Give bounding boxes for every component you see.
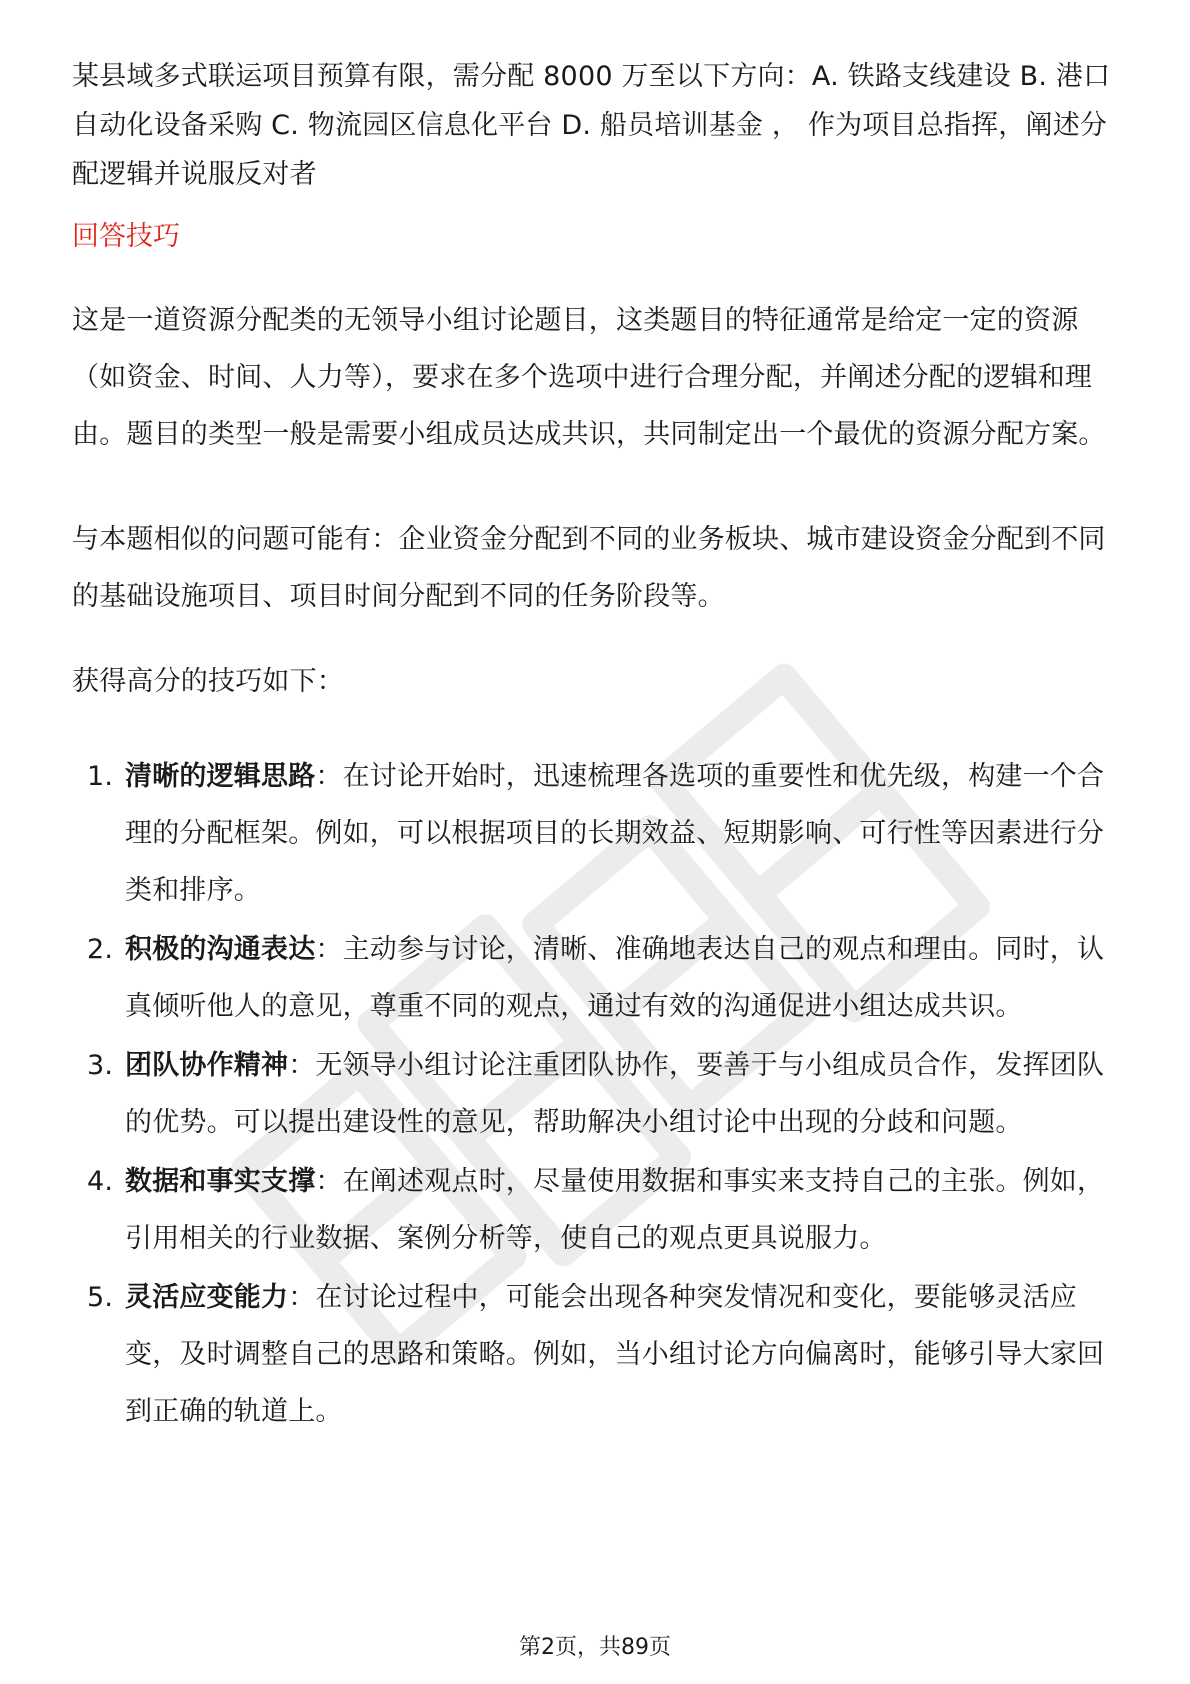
list-item	[72, 1269, 1122, 1440]
tips-intro: 获得高分的技巧如下：	[72, 666, 344, 697]
tips-list	[72, 748, 1122, 1440]
list-number: 4.	[87, 1166, 114, 1197]
list-number: 1.	[87, 761, 114, 792]
similar-questions-paragraph: 与本题相似的问题可能有：企业资金分配到不同的业务板块、城市建设资金分配到不同的基础设施项目、项目时间分配到不同的任务阶段等。	[72, 524, 1106, 612]
intro-paragraph: 这是一道资源分配类的无领导小组讨论题目，这类题目的特征通常是给定一定的资源（如资金、时间、人力等），要求在多个选项中进行合理分配，并阐述分配的逻辑和理由。题目的类型一般是需要小组成员达成共识，共同制定出一个最优的资源分配方案。	[72, 305, 1106, 450]
tip-term: 数据和事实支撑	[125, 1166, 316, 1197]
tip-text: ：在讨论开始时，迅速梳理各选项的重要性和优先级，构建一个合理的分配框架。例如，可以根据项目的长期效益、短期影响、可行性等因素进行分类和排序。	[125, 761, 1105, 906]
tip-term: 灵活应变能力	[125, 1282, 289, 1313]
tip-text: ：在阐述观点时，尽量使用数据和事实来支持自己的主张。例如，引用相关的行业数据、案例分析等，使自己的观点更具说服力。	[125, 1166, 1105, 1254]
tip-text: ：在讨论过程中，可能会出现各种突发情况和变化，要能够灵活应变，及时调整自己的思路和策略。例如，当小组讨论方向偏离时，能够引导大家回到正确的轨道上。	[125, 1282, 1105, 1427]
list-item	[72, 1153, 1122, 1267]
list-item	[72, 1037, 1122, 1151]
question-text: 某县域多式联运项目预算有限，需分配 8000 万至以下方向：A. 铁路支线建设 B. 港口自动化设备采购 C. 物流园区信息化平台 D. 船员培训基金 ， 作为项目总指挥，阐述分配逻辑并说服反对者	[72, 61, 1111, 190]
tip-term: 团队协作精神	[125, 1050, 289, 1081]
tip-term: 清晰的逻辑思路	[125, 761, 316, 792]
document-content	[72, 52, 1122, 1442]
tip-text: ：主动参与讨论，清晰、准确地表达自己的观点和理由。同时，认真倾听他人的意见，尊重不同的观点，通过有效的沟通促进小组达成共识。	[125, 934, 1105, 1022]
page-number-footer: 第2页，共89页	[519, 1635, 671, 1660]
tip-term: 积极的沟通表达	[125, 934, 316, 965]
tip-text: ：无领导小组讨论注重团队协作，要善于与小组成员合作，发挥团队的优势。可以提出建设性的意见，帮助解决小组讨论中出现的分歧和问题。	[125, 1050, 1105, 1138]
list-item	[72, 748, 1122, 919]
list-number: 3.	[87, 1050, 114, 1081]
list-number: 5.	[87, 1282, 114, 1313]
section-title-answer-tips: 回答技巧	[72, 221, 180, 252]
list-number: 2.	[87, 934, 114, 965]
list-item	[72, 921, 1122, 1035]
